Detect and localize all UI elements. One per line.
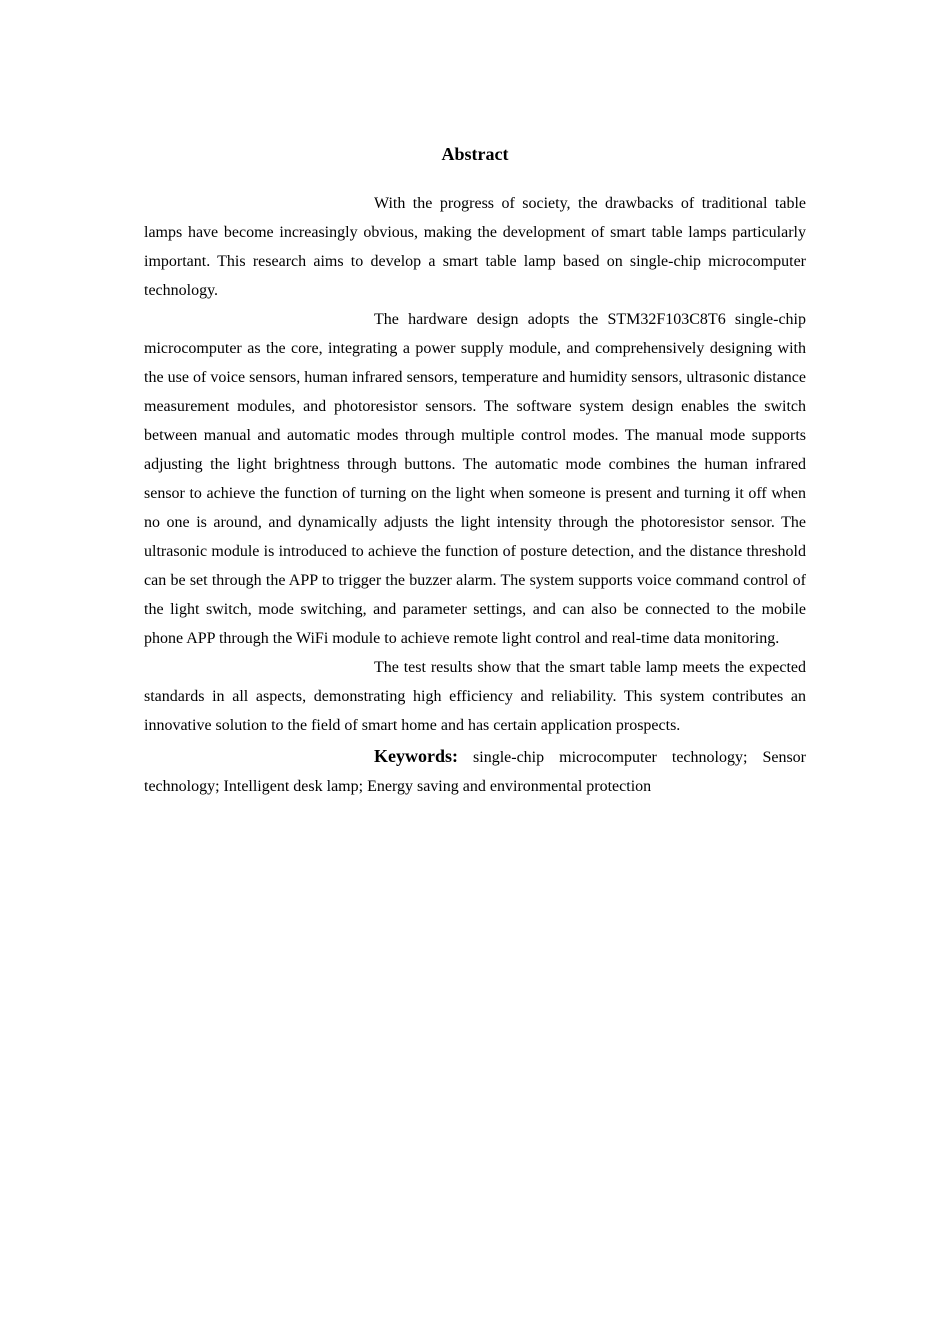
abstract-title: Abstract — [441, 144, 509, 164]
abstract-paragraph-3: The test results show that the smart table lamp meets the expected standards in all aspects, demonstrating high efficiency and reliability. This system contributes an innovative solution to the field of smart home and has certain application prospects. — [144, 659, 806, 734]
abstract-paragraph-1: With the progress of society, the drawbacks of traditional table lamps have become increasingly obvious, making the development of smart table lamps particularly important. This research aims to develop a smart table lamp based on single-chip microcomputer technology. — [144, 195, 806, 299]
keywords-text: single-chip microcomputer technology; Sensor technology; Intelligent desk lamp; Energy saving and environmental protection — [144, 749, 806, 795]
keywords-line — [144, 742, 806, 801]
abstract-paragraph-2: The hardware design adopts the STM32F103C8T6 single-chip microcomputer as the core, integrating a power supply module, and comprehensively designing with the use of voice sensors, human infrared sensors, temperature and humidity sensors, ultrasonic distance measurement modules, and photoresistor sensors. The software system design enables the switch between manual and automatic modes through multiple control modes. The manual mode supports adjusting the light brightness through buttons. The automatic mode combines the human infrared sensor to achieve the function of turning on the light when someone is present and turning it off when no one is around, and dynamically adjusts the light intensity through the photoresistor sensor. The ultrasonic module is introduced to achieve the function of posture detection, and the distance threshold can be set through the APP to trigger the buzzer alarm. The system supports voice command control of the light switch, mode switching, and parameter settings, and can also be connected to the mobile phone APP through the WiFi module to achieve remote light control and real-time data monitoring. — [144, 311, 806, 647]
abstract-section — [144, 140, 806, 801]
keywords-label: Keywords: — [374, 746, 458, 766]
